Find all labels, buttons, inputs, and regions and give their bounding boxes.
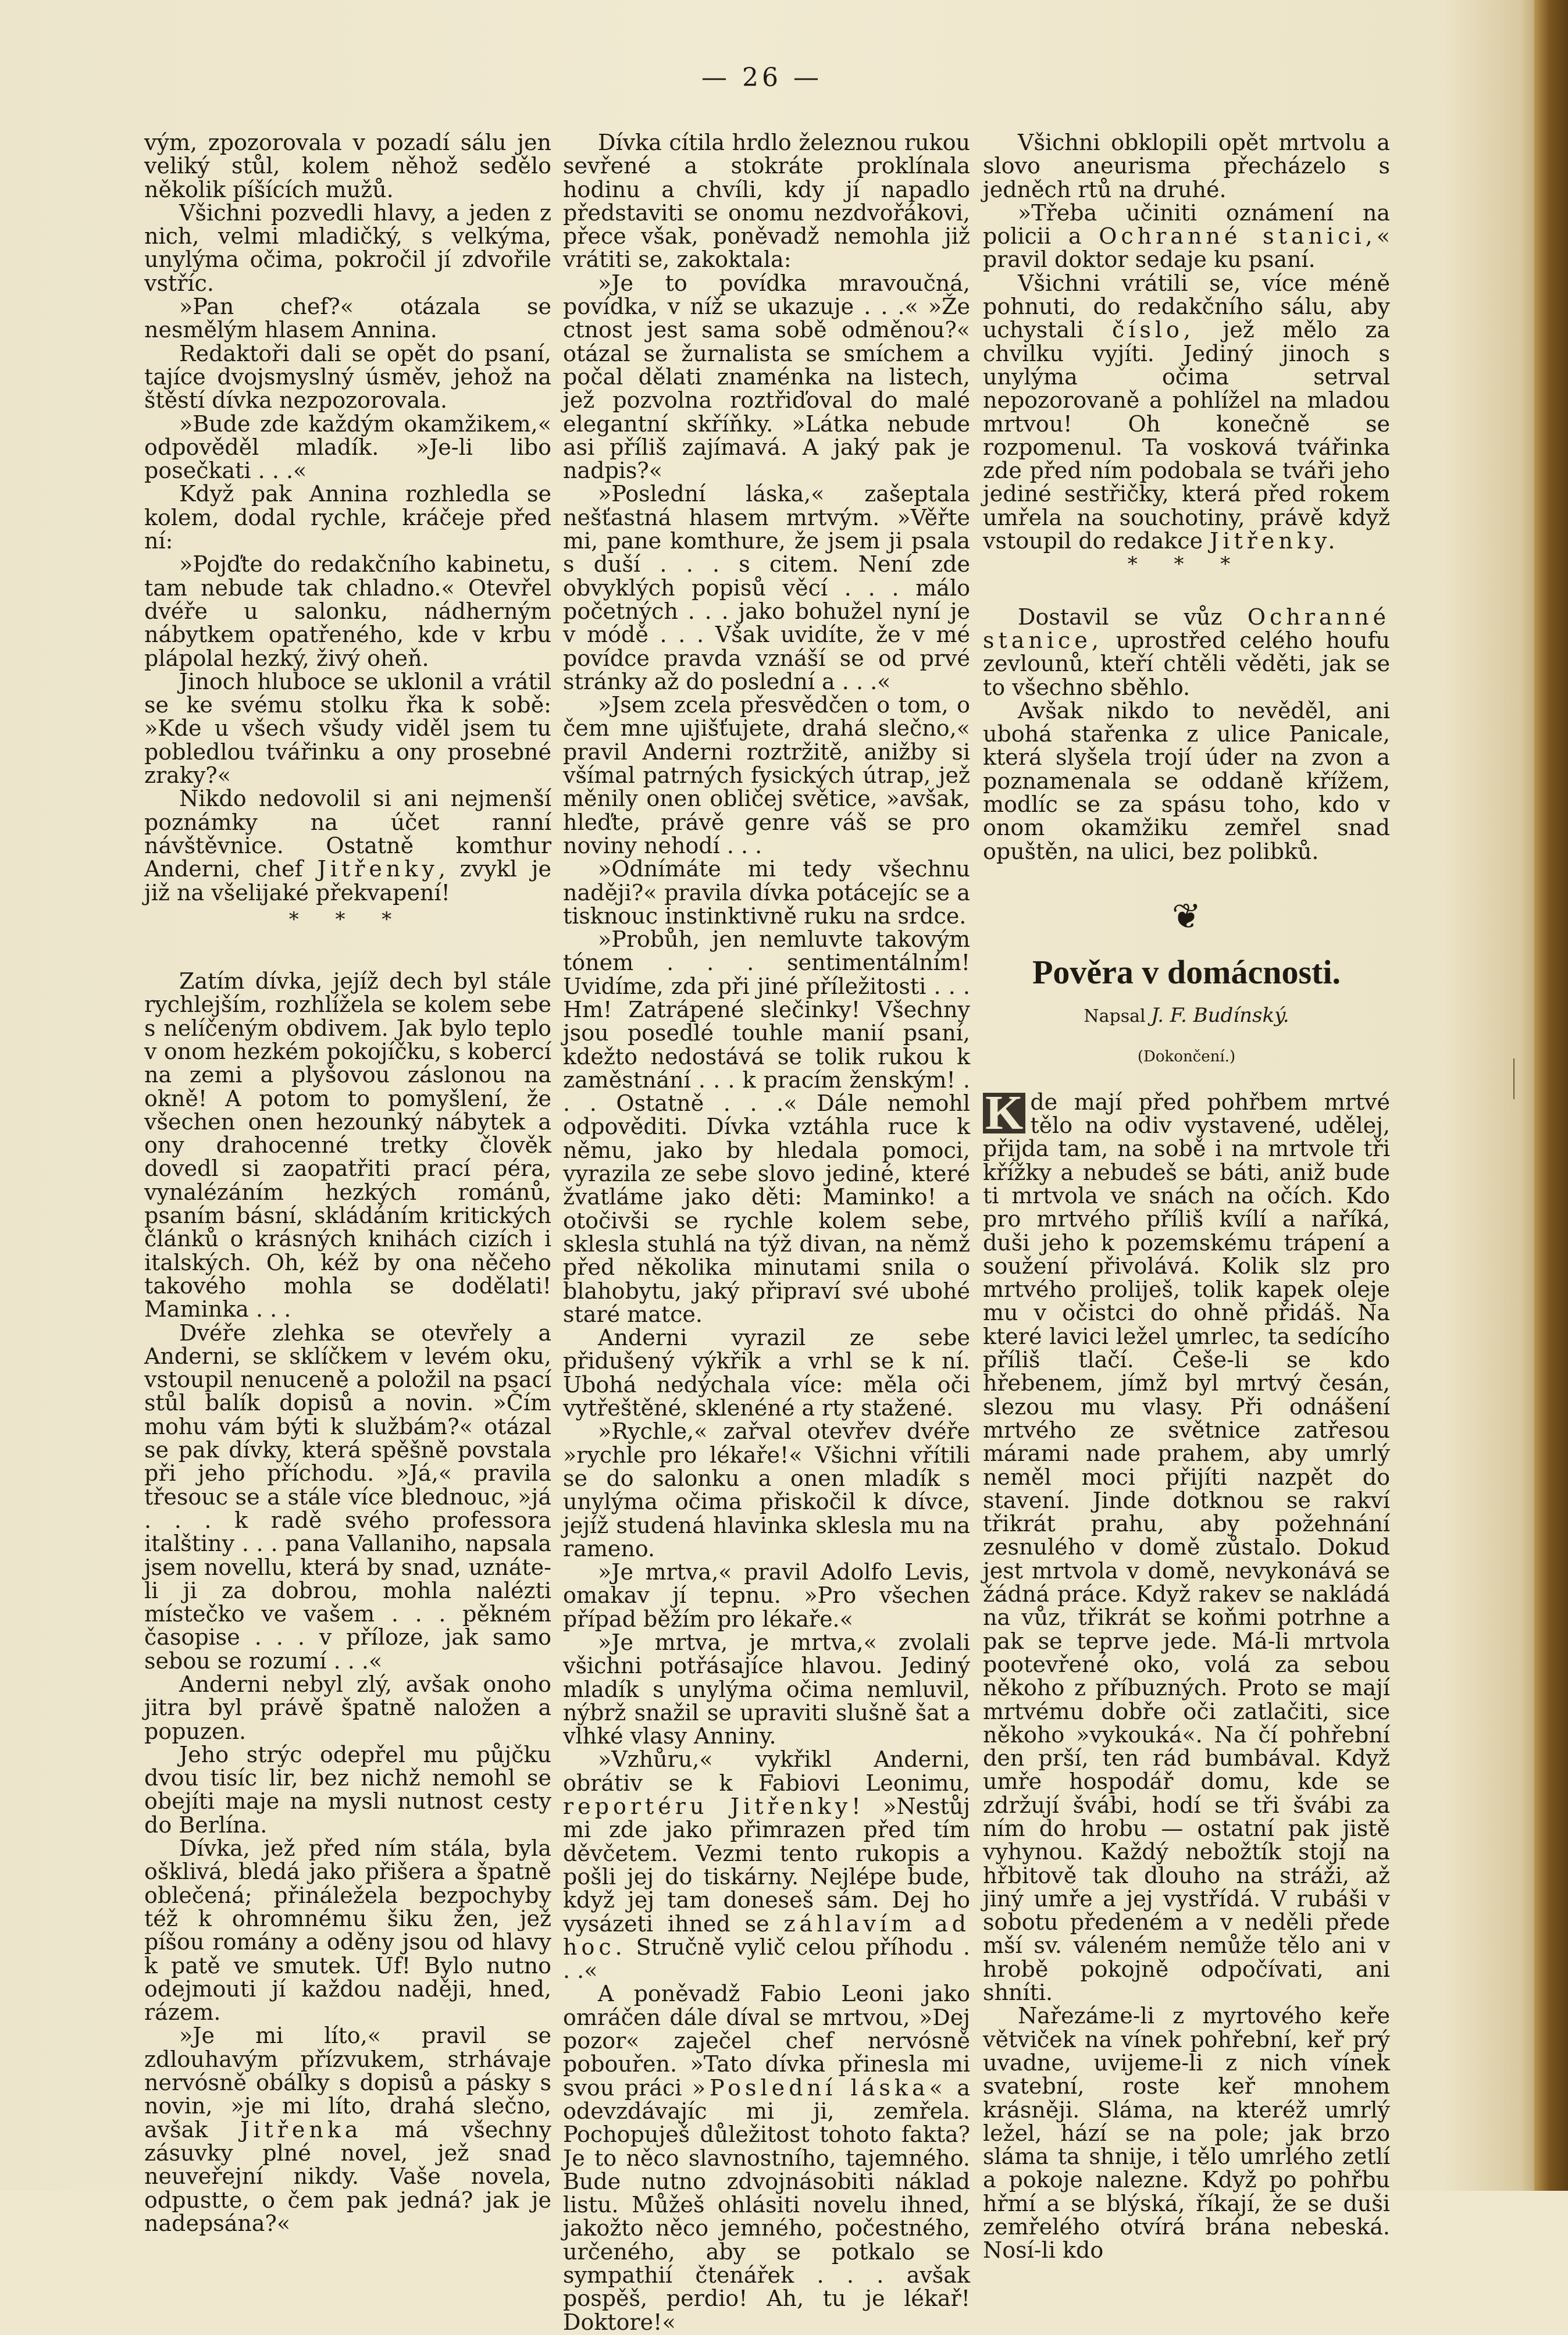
paragraph: »Je mrtva,« pravil Adolfo Levis, omakav jí tepnu. »Pro všechen případ běžím pro lékaře.« (563, 1559, 970, 1632)
continuation-note: (Dokončení.) (1137, 1047, 1236, 1065)
paragraph: Nařezáme-li z myrtového keře větviček na vínek pohřební, keř prý uvadne, uvijeme-li z nich vínek svatební, roste keř mnohem krásněji. Sláma, na kteréž umrlý ležel, hází se na pole; jak brzo sláma ta shnije, i tělo umrlého zetlí a pokoje nalezne. Když po pohřbu hřmí a se blýská, říkají, že se duši zemřelého otvírá brána nebeská. Nosí-li kdo (983, 2003, 1390, 2263)
paragraph: Dvéře zlehka se otevřely a Anderni, se sklíčkem v levém oku, vstoupil nenuceně a položil na psací stůl balík dopisů a novin. »Čím mohu vám býti k službám?« otázal se pak dívky, která spěšně povstala při jeho příchodu. »Já,« pravila třesouc se a stále více blednouc, »já . . . k radě svého professora italštiny . . . pana Vallaniho, napsala jsem novellu, která by snad, uznáte-li ji za dobrou, mohla nalézti místečko ve vašem . . . pěkném časopise . . . v příloze, jak samo sebou se rozumí . . .« (144, 1320, 551, 1674)
journal-name: Jitřenka (240, 2116, 362, 2143)
paragraph: Jinoch hluboce se uklonil a vrátil se ke svému stolku řka k sobě: »Kde u všech všudy viděl jsem tu pobledlou tvářinku a ony prosebné zraky?« (144, 668, 551, 789)
story-title-mention: »Poslední láska« (692, 2074, 947, 2101)
paragraph: Všichni vrátili se, více méně pohnuti, do redakčního sálu, aby uchystali číslo, jež mělo za chvilku vyjíti. Jediný jinoch s unylýma očima setrval nepozorovaně a pohlížel na mladou mrtvou! Oh konečně se rozpomenul. Ta vosková tvářinka zde před ním podobala se tváři jeho jediné sestřičky, která před rokem umřela na souchotiny, právě když vstoupil do redakce Jitřenky. (983, 270, 1390, 554)
paragraph: Nikdo nedovolil si ani nejmenší poznámky na účet ranní návštěvnice. Ostatně komthur Anderni, chef Jitřenky, zvykl je již na všelijaké překvapení! (144, 786, 551, 906)
paragraph: »Poslední láska,« zašeptala nešťastná hlasem mrtvým. »Věřte mi, pane komthure, že jsem ji psala s duší . . . s citem. Není zde obvyklých popisů věcí . . . málo početných . . . jako bohužel nyní je v módě . . . Však uvidíte, že v mé povídce pravda vznáší se od prvé stránky až do poslední a . . .« (563, 481, 970, 694)
margin-mark (1513, 1058, 1514, 1099)
paragraph: »Bude zde každým okamžikem,« odpověděl mladík. »Je-li libo posečkati . . .« (144, 411, 551, 484)
paragraph: »Vzhůru,« vykřikl Anderni, obrátiv se k Fabiovi Leonimu, reportéru Jitřenky! »Nestůj mi zde jako přimrazen před tím děvčetem. Vezmi tento rukopis a pošli jej do tiskárny. Nejlépe bude, když jej tam doneseš sám. Dej ho vysázeti ihned se záhlavím ad hoc. Stručně vylič celou příhodu . . .« (563, 1746, 970, 1984)
paragraph: Anderni nebyl zlý, avšak onoho jitra byl právě špatně naložen a popuzen. (144, 1671, 551, 1744)
paragraph: vým, zpozorovala v pozadí sálu jen veliký stůl, kolem něhož sedělo několik píšících mužů. (144, 130, 551, 202)
paragraph: »Je mrtva, je mrtva,« zvolali všichni potřásajíce hlavou. Jediný mladík s unylýma očima nemluvil, nýbrž snažil se upraviti slušně šat a vlhké vlasy Anniny. (563, 1630, 970, 1749)
paragraph: K de mají před pohřbem mrtvé tělo na odiv vystavené, udělej, přijda tam, na sobě i na mrtvole tři křížky a nebudeš se báti, aniž bude ti mrtvola ve snách na očích. Kdo pro mrtvého příliš kvílí a naříká, duši jeho k pozemskému trápení a soužení přivolává. Kolik slz pro mrtvého proliješ, tolik kapek oleje mu v očistci do ohně přidáš. Na které lavici ležel umrlec, ta sedícího příliš tlačí. Češe-li se kdo hřebenem, jímž byl mrtvý česán, slezou mu vlasy. Při odnášení mrtvého ze světnice zatřesou márami nade prahem, aby umrlý neměl moci přijíti nazpět do stavení. Jinde dotknou se rakví třikrát prahu, aby požehnání zesnulého v domě zůstalo. Dokud jest mrtvola v domě, nevykonává se žádná práce. Když rakev se nakládá na vůz, třikrát se koňmi potrhne a pak se teprve jede. Má-li mrtvola pootevřené oko, volá za sebou někoho z příbuzných. Proto se mají mrtvému dobře oči zatlačiti, sice někoho »vykouká«. Na čí pohřební den prší, ten rád bumbával. Když umře hospodář domu, kde se zdržují švábi, hodí se tři švábi za ním do hrobu — ostatní pak jistě vyhynou. Každý nebožtík stojí na hřbitově tak dlouho na stráži, až jiný umře a jej vystřídá. V rubáši v sobotu předeném a v neděli přede mší sv. váleném nemůže tělo ani v hrobě pokojně odpočívati, ani shníti. (983, 1085, 1390, 2006)
spaced-phrase: reportéru Jitřenky! (563, 1794, 865, 1820)
paragraph: »Rychle,« zařval otevřev dvéře »rychle pro lékaře!« Všichni vřítili se do salonku a onen mladík s unylýma očima přiskočil k dívce, jejíž studená hlavinka sklesla mu na rameno. (563, 1418, 970, 1562)
column-1 (144, 131, 551, 2235)
journal-name: Jitřenky. (1210, 528, 1339, 554)
paragraph: Avšak nikdo to nevěděl, ani ubohá stařenka z ulice Panicale, která slyšela trojí úder na zvon a poznamenala se oddaně křížem, modlíc se za spásu toho, kdo v onom okamžiku zemřel snad opuštěn, na ulici, bez polibků. (983, 697, 1390, 864)
paragraph: »Probůh, jen nemluvte takovým tónem . . . sentimentálním! Uvidíme, zda při jiné příležitosti . . . Hm! Zatrápené slečinky! Všechny jsou posedlé touhle manií psaní, kdežto nedostává se tolik rukou k zaměstnání . . . k pracím ženským! . . . Ostatně . . .« Dále nemohl odpověditi. Dívka vztáhla ruce k němu, jako by hledala pomoci, vyrazila ze sebe slovo jediné, které žvatláme jako děti: Maminko! a otočivši se rychle kolem sebe, sklesla stuhlá na týž divan, na němž před několika minutami snila o blahobytu, jaký připraví své ubohé staré matce. (563, 926, 970, 1327)
paragraph: Anderni vyrazil ze sebe přidušený výkřik a vrhl se k ní. Ubohá nedýchala více: měla oči vytřeštěné, sklenéné a rty stažené. (563, 1325, 970, 1421)
journal-name: Jitřenky (317, 856, 439, 882)
paragraph: »Pojďte do redakčního kabinetu, tam nebude tak chladno.« Otevřel dvéře u salonku, nádherným nábytkem opatřeného, kde v krbu plápolal hezký, živý oheň. (144, 551, 551, 671)
spaced-phrase: číslo, (1111, 317, 1195, 343)
column-3 (983, 131, 1390, 2262)
paragraph: »Je to povídka mravoučná, povídka, v níž se ukazuje . . .« »Že ctnost jest sama sobě odměnou?« otázal se žurnalista se smíchem a počal dělati znaménka na listech, jež pozvolna roztřiďoval do malé elegantní skříňky. »Látka nebude asi příliš zajímavá. A jaký pak je nadpis?« (563, 270, 970, 484)
paragraph: A poněvadž Fabio Leoni jako omráčen dále díval se mrtvou, »Dej pozor« zaječel chef nervósně pobouřen. »Tato dívka přinesla mi svou práci »Poslední láska« a odevzdávajíc mi ji, zemřela. Pochopuješ důležitost tohoto fakta? Je to něco slavnostního, tajemného. Bude nutno zdvojnásobiti náklad listu. Můžeš ohlásiti novelu ihned, jakožto něco jemného, počestného, určeného, aby se potkalo se sympathií čtenářek . . . avšak pospěš, perdio! Ah, tu je lékař! Doktore!« (563, 1981, 970, 2335)
paragraph: Dívka cítila hrdlo železnou rukou sevřené a stokráte proklínala hodinu a chvíli, kdy jí napadlo představiti se onomu nezdvořákovi, přece však, poněvadž nemohla již vrátiti se, zakoktala: (563, 130, 970, 273)
page-number: — 26 — (701, 63, 822, 92)
paragraph: »Třeba učiniti oznámení na policii a Ochranné stanici,« pravil doktor sedaje ku psaní. (983, 199, 1390, 273)
paragraph: Redaktoři dali se opět do psaní, tajíce dvojsmyslný úsměv, jehož na štěstí dívka nezpozorovala. (144, 340, 551, 413)
paragraph: Dostavil se vůz Ochranné stanice, uprostřed celého houfu zevlounů, kteří chtěli věděti, jak se to všechno sběhlo. (983, 604, 1390, 700)
section-divider: * * * (288, 907, 407, 931)
paragraph: Dívka, jež před ním stála, byla ošklivá, bledá jako přišera a špatně oblečená; přináležela bezpochyby též k ohromnému šiku žen, jež píšou romány a oděny jsou od hlavy k patě ve smutek. Uf! Bylo nutno odejmouti jí každou naději, hned, rázem. (144, 1835, 551, 2026)
paragraph: Všichni obklopili opět mrtvolu a slovo aneurisma přecházelo s jedněch rtů na druhé. (983, 130, 1390, 202)
section-divider: * * * (1127, 552, 1246, 576)
paragraph: »Jsem zcela přesvědčen o tom, o čem mne ujišťujete, drahá slečno,« pravil Anderni roztržitě, anižby si všímal patrných fysických útrap, jež měnily onen obličej světice, »avšak, hleďte, právě genre váš se pro noviny nehodí . . . (563, 692, 970, 858)
spaced-phrase: záhlavím ad hoc. (563, 1910, 970, 1960)
paragraph: »Je mi líto,« pravil se zdlouhavým přízvukem, strhávaje nervósně obálky s dopisů a pásky s novin, »je mi líto, drahá slečno, avšak Jitřenka má všechny zásuvky plné novel, jež snad neuveřejní nikdy. Vaše novela, odpustte, o čem pak jedná? jak je nadepsána?« (144, 2023, 551, 2236)
binding-edge (1534, 0, 1568, 2191)
paragraph: Jeho strýc odepřel mu půjčku dvou tisíc lir, bez nichž nemohl se obejíti maje na mysli nutnost cesty do Berlína. (144, 1741, 551, 1838)
byline: Napsal J. F. Budínský. (1084, 1004, 1289, 1028)
paragraph: »Odnímáte mi tedy všechnu naději?« pravila dívka potácejíc se a tisknouc instinktivně ruku na srdce. (563, 856, 970, 929)
paragraph: »Pan chef?« otázala se nesmělým hlasem Annina. (144, 294, 551, 343)
paragraph: Když pak Annina rozhledla se kolem, dodal rychle, kráčeje před ní: (144, 481, 551, 554)
ornament-icon: ❦ (1171, 896, 1202, 937)
spaced-phrase: Ochranné stanici, (1099, 223, 1377, 249)
article-title: Pověra v domácnosti. (1032, 953, 1341, 992)
spaced-phrase: Ochranné stanice, (983, 604, 1390, 653)
drop-cap: K (983, 1093, 1025, 1133)
paragraph: Všichni pozvedli hlavy, a jeden z nich, velmi mladičký, s velkýma, unylýma očima, pokročil jí zdvořile vstříc. (144, 199, 551, 296)
column-2 (563, 131, 970, 2334)
author-name: J. F. Budínský. (1151, 1004, 1289, 1028)
paragraph: Zatím dívka, jejíž dech byl stále rychlejším, rozhlížela se kolem sebe s nelíčeným obdivem. Jak bylo teplo v onom hezkém pokojíčku, s kobercí na zemi a plyšovou záslonou na okně! A potom to pomyšlení, že všechen onen hezounký nábytek a ony drahocenné tretky člověk dovedl si zaopatřiti prací péra, vynalézáním hezkých románů, psaním básní, skládáním kritických článků o krásných knihách cizích i italských. Oh, kéž by ona něčeho takového mohla se dodělati! Maminka . . . (144, 968, 551, 1322)
